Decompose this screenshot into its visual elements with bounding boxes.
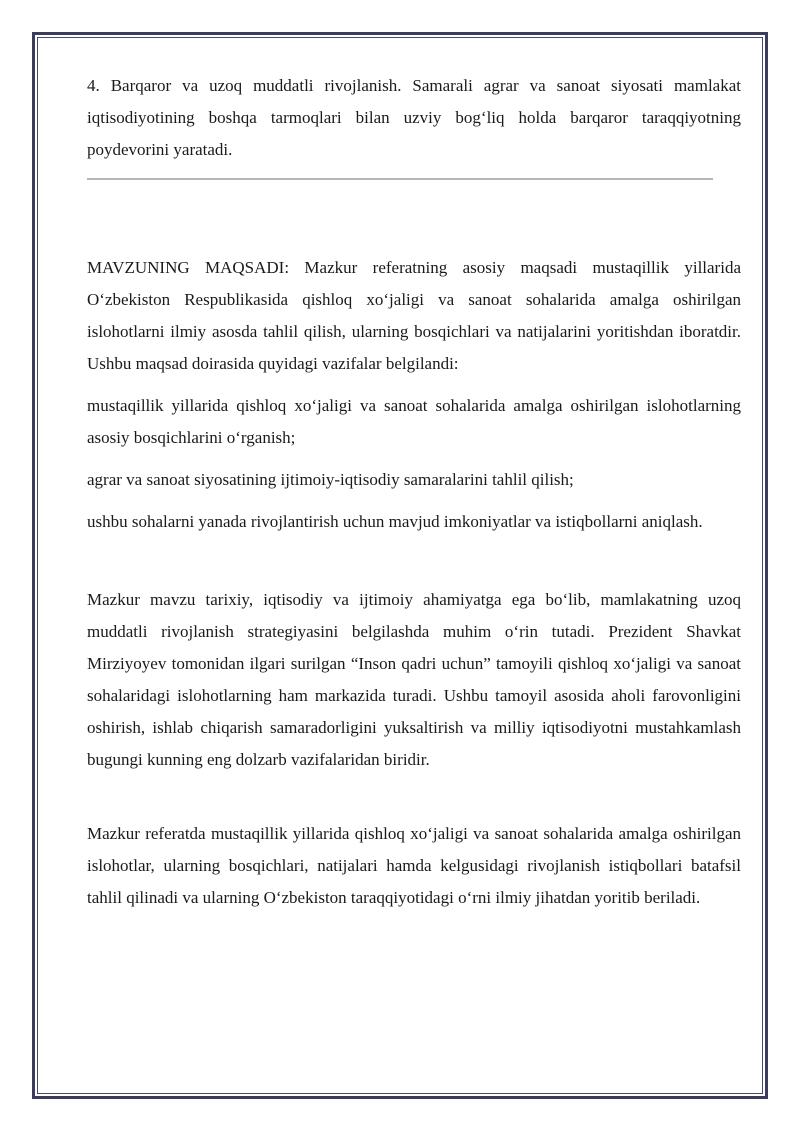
task-item-1: mustaqillik yillarida qishloq xo‘jaligi va sanoat sohalarida amalga oshirilgan islohotlarning asosiy bosqichlarini o‘rganish; — [87, 396, 741, 447]
paragraph-summary: Mazkur referatda mustaqillik yillarida qishloq xo‘jaligi va sanoat sohalarida amalga oshirilgan islohotlar, ularning bosqichlari, natijalari hamda kelgusidagi rivojlanish istiqbollari batafsil tahlil qilinadi va ularning O‘zbekiston taraqqiyotidagi o‘rni ilmiy jihatdan yoritib beriladi. — [87, 824, 741, 907]
paragraph-goal: MAVZUNING MAQSADI: Mazkur referatning asosiy maqsadi mustaqillik yillarida O‘zbekiston Respublikasida qishloq xo‘jaligi va sanoat sohalarida amalga oshirilgan islohotlarni ilmiy asosda tahlil qilish, ularning bosqichlari va natijalarini yoritishdan iboratdir. Ushbu maqsad doirasida quyidagi vazifalar belgilandi: — [87, 258, 741, 373]
paragraph-significance: Mazkur mavzu tarixiy, iqtisodiy va ijtimoiy ahamiyatga ega bo‘lib, mamlakatning uzoq muddatli rivojlanish strategiyasini belgilashda muhim o‘rin tutadi. Prezident Shavkat Mirziyoyev tomonidan ilgari surilgan “Inson qadri uchun” tamoyili qishloq xo‘jaligi va sanoat sohalaridagi islohotlarning ham markazida turadi. Ushbu tamoyil asosida aholi farovonligini oshirish, ishlab chiqarish samaradorligini yuksaltirish va milliy iqtisodiyotni mustahkamlash bugungi kunning eng dolzarb vazifalaridan biridir. — [87, 590, 741, 769]
task-item-2: agrar va sanoat siyosatining ijtimoiy-iqtisodiy samaralarini tahlil qilish; — [87, 470, 574, 489]
task-item-3: ushbu sohalarni yanada rivojlantirish uchun mavjud imkoniyatlar va istiqbollarni aniqlash. — [87, 512, 703, 531]
horizontal-divider — [87, 178, 713, 180]
document-body — [87, 70, 741, 914]
paragraph-item-4: 4. Barqaror va uzoq muddatli rivojlanish. Samarali agrar va sanoat siyosati mamlakat iqtisodiyotining boshqa tarmoqlari bilan uzviy bog‘liq holda barqaror taraqqiyotning poydevorini yaratadi. — [87, 76, 741, 159]
